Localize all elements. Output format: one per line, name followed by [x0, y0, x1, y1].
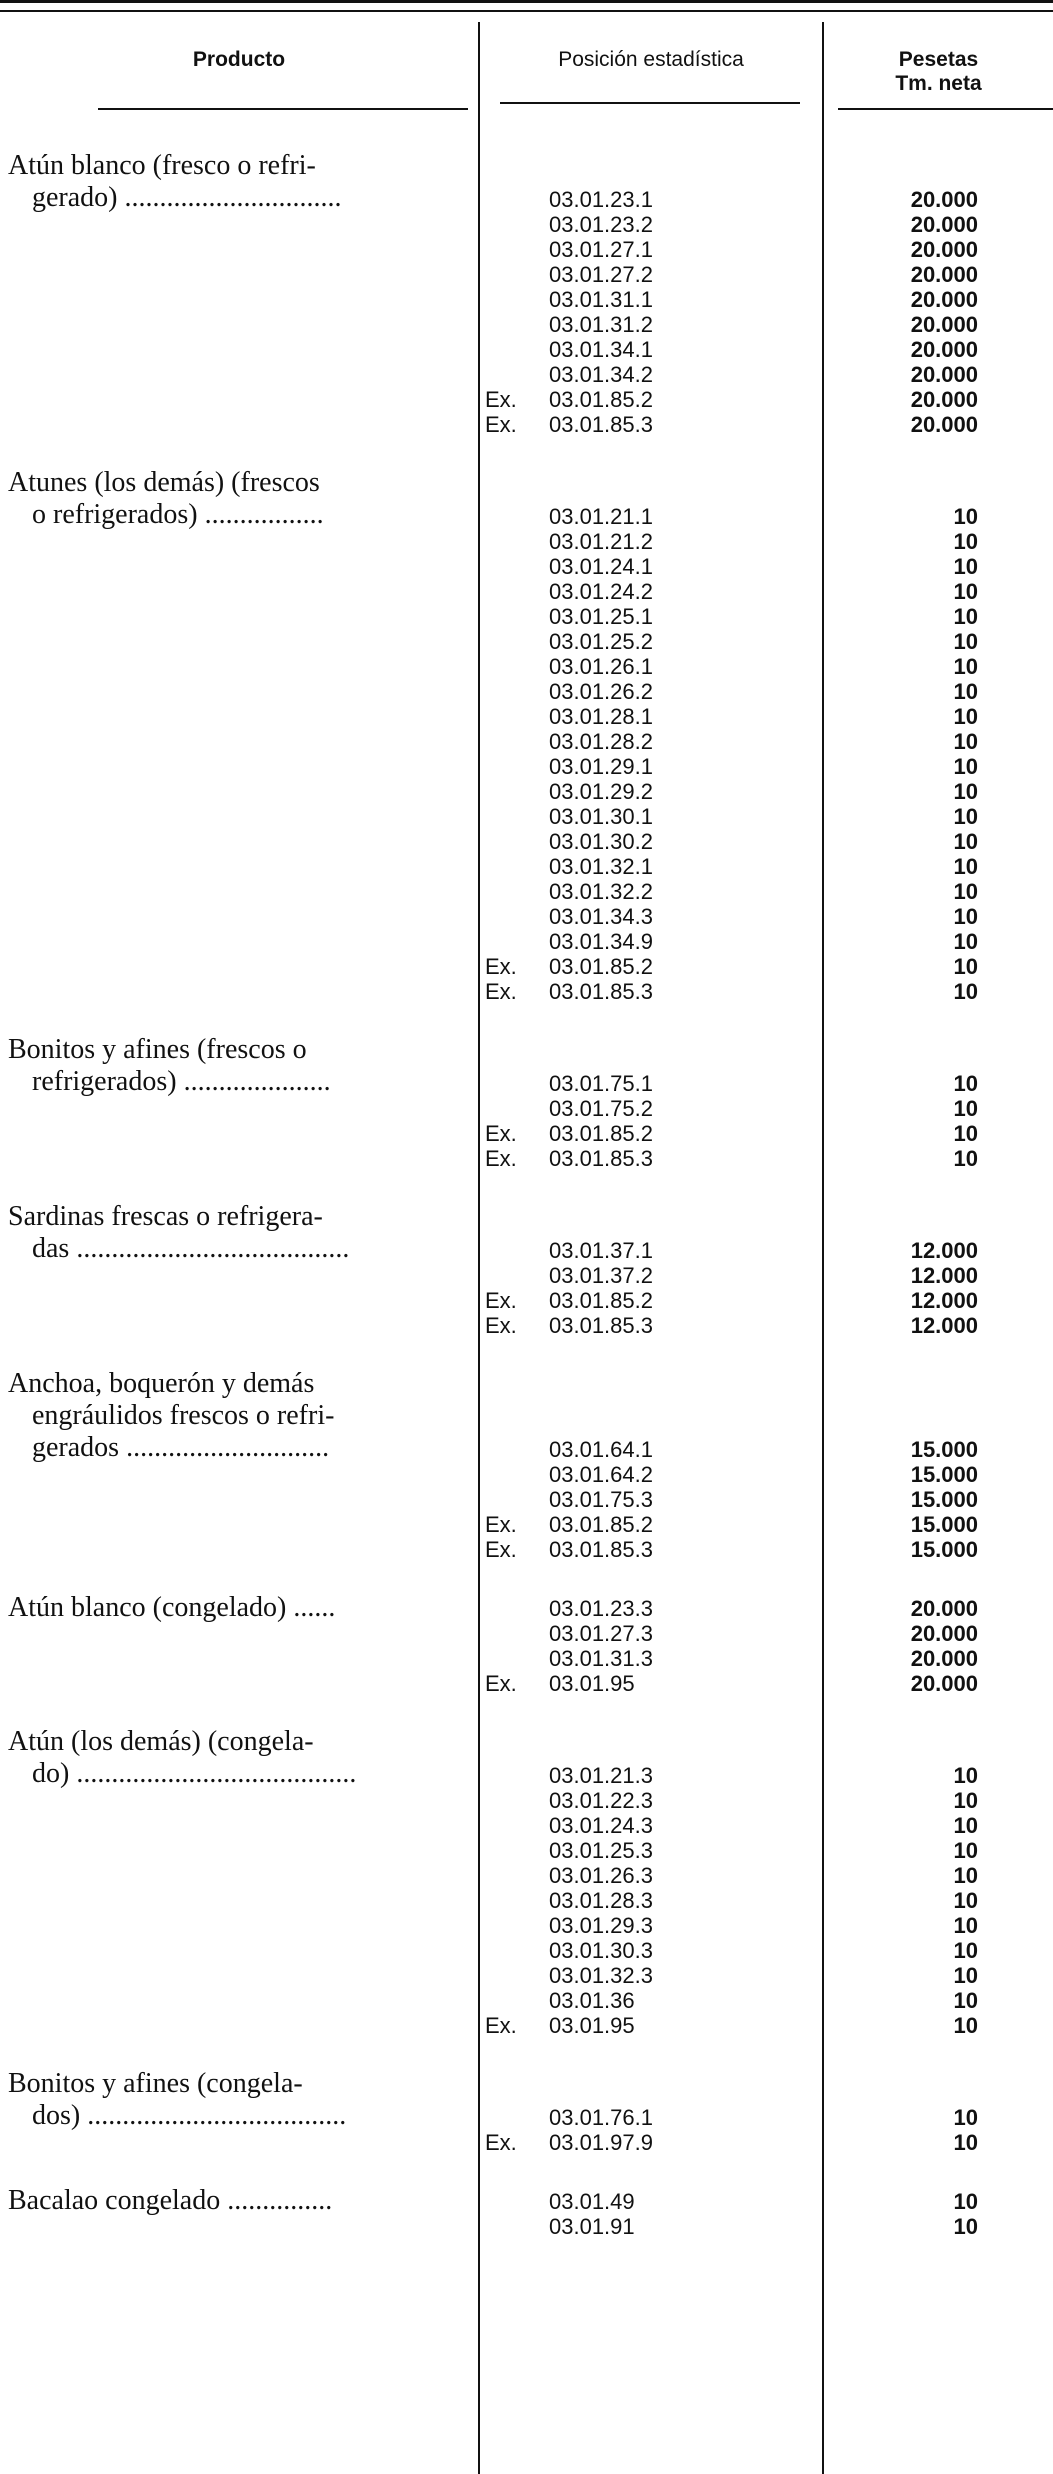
statistical-position [485, 2214, 815, 2239]
position-code: 03.01.95 [549, 1671, 635, 1696]
statistical-position [485, 579, 815, 604]
pesetas-value: 10 [953, 929, 978, 954]
ex-prefix: Ex. [485, 954, 517, 979]
position-code: 03.01.36 [549, 1988, 635, 2013]
position-code: 03.01.29.2 [549, 779, 653, 804]
statistical-position [485, 754, 815, 779]
product-name-line: o refrigerados) ................. [32, 499, 324, 530]
statistical-position [485, 287, 815, 312]
statistical-position [485, 1963, 815, 1988]
statistical-position [485, 387, 815, 412]
ex-prefix: Ex. [485, 1512, 517, 1537]
position-code: 03.01.85.2 [549, 1512, 653, 1537]
position-code: 03.01.31.3 [549, 1646, 653, 1671]
pesetas-value: 10 [953, 679, 978, 704]
pesetas-value: 20.000 [910, 212, 978, 237]
product-name-line: das ....................................... [32, 1233, 350, 1264]
ex-prefix: Ex. [485, 1537, 517, 1562]
position-code: 03.01.85.3 [549, 1146, 653, 1171]
position-code: 03.01.85.2 [549, 954, 653, 979]
statistical-position [485, 1646, 815, 1671]
pesetas-value: 15.000 [910, 1462, 978, 1487]
statistical-position [485, 1096, 815, 1121]
position-code: 03.01.25.1 [549, 604, 653, 629]
position-code: 03.01.85.3 [549, 412, 653, 437]
statistical-position [485, 337, 815, 362]
statistical-position [485, 1671, 815, 1696]
header-pesetas: Pesetas Tm. neta [895, 48, 982, 95]
position-code: 03.01.34.9 [549, 929, 653, 954]
header-underline-producto [98, 108, 468, 110]
statistical-position [485, 854, 815, 879]
product-name-line: Anchoa, boquerón y demás [8, 1368, 315, 1399]
position-code: 03.01.85.3 [549, 1313, 653, 1338]
position-code: 03.01.85.2 [549, 1288, 653, 1313]
pesetas-value: 20.000 [910, 312, 978, 337]
pesetas-value: 10 [953, 504, 978, 529]
statistical-position [485, 954, 815, 979]
position-code: 03.01.85.2 [549, 387, 653, 412]
statistical-position [485, 1146, 815, 1171]
product-name-line: gerados ............................. [32, 1432, 330, 1463]
position-code: 03.01.24.1 [549, 554, 653, 579]
position-code: 03.01.26.1 [549, 654, 653, 679]
position-code: 03.01.76.1 [549, 2105, 653, 2130]
position-code: 03.01.30.1 [549, 804, 653, 829]
pesetas-value: 20.000 [910, 412, 978, 437]
statistical-position [485, 604, 815, 629]
pesetas-value: 20.000 [910, 287, 978, 312]
product-name [8, 1201, 468, 1265]
top-rule-thin [0, 10, 1053, 12]
statistical-position [485, 979, 815, 1004]
ex-prefix: Ex. [485, 1146, 517, 1171]
pesetas-value: 10 [953, 1988, 978, 2013]
statistical-position [485, 1121, 815, 1146]
pesetas-value: 20.000 [910, 362, 978, 387]
statistical-position [485, 362, 815, 387]
position-code: 03.01.27.3 [549, 1621, 653, 1646]
header-underline-posicion [500, 102, 800, 104]
position-code: 03.01.25.3 [549, 1838, 653, 1863]
position-code: 03.01.28.2 [549, 729, 653, 754]
pesetas-value: 10 [953, 1913, 978, 1938]
position-code: 03.01.22.3 [549, 1788, 653, 1813]
statistical-position [485, 1863, 815, 1888]
position-code: 03.01.24.2 [549, 579, 653, 604]
statistical-position [485, 1621, 815, 1646]
pesetas-value: 20.000 [910, 237, 978, 262]
pesetas-value: 20.000 [910, 262, 978, 287]
header-posicion: Posición estadística [558, 48, 744, 71]
pesetas-value: 20.000 [910, 1621, 978, 1646]
product-name [8, 2185, 468, 2217]
position-code: 03.01.75.3 [549, 1487, 653, 1512]
statistical-position [485, 2013, 815, 2038]
ex-prefix: Ex. [485, 387, 517, 412]
column-divider-right [822, 22, 824, 2474]
pesetas-value: 10 [953, 729, 978, 754]
position-code: 03.01.32.3 [549, 1963, 653, 1988]
product-name-line: engráulidos frescos o refri- [32, 1400, 335, 1431]
pesetas-value: 10 [953, 979, 978, 1004]
statistical-position [485, 1537, 815, 1562]
position-code: 03.01.32.1 [549, 854, 653, 879]
position-code: 03.01.23.2 [549, 212, 653, 237]
statistical-position [485, 879, 815, 904]
product-name-line: Atún (los demás) (congela- [8, 1726, 314, 1757]
position-code: 03.01.23.1 [549, 187, 653, 212]
product-name [8, 1726, 468, 1790]
position-code: 03.01.85.3 [549, 1537, 653, 1562]
statistical-position [485, 1071, 815, 1096]
position-code: 03.01.75.2 [549, 1096, 653, 1121]
pesetas-value: 10 [953, 1146, 978, 1171]
pesetas-value: 10 [953, 754, 978, 779]
statistical-position [485, 729, 815, 754]
position-code: 03.01.21.2 [549, 529, 653, 554]
product-name-line: Bonitos y afines (congela- [8, 2068, 303, 2099]
statistical-position [485, 1238, 815, 1263]
pesetas-value: 10 [953, 1813, 978, 1838]
header-producto: Producto [192, 48, 286, 71]
position-code: 03.01.29.1 [549, 754, 653, 779]
pesetas-value: 10 [953, 629, 978, 654]
product-name [8, 150, 468, 214]
pesetas-value: 12.000 [910, 1288, 978, 1313]
statistical-position [485, 1938, 815, 1963]
statistical-position [485, 829, 815, 854]
position-code: 03.01.37.2 [549, 1263, 653, 1288]
pesetas-value: 15.000 [910, 1487, 978, 1512]
statistical-position [485, 1596, 815, 1621]
product-name-line: do) ........................................ [32, 1758, 357, 1789]
statistical-position [485, 1913, 815, 1938]
statistical-position [485, 1313, 815, 1338]
position-code: 03.01.30.2 [549, 829, 653, 854]
statistical-position [485, 1788, 815, 1813]
position-code: 03.01.29.3 [549, 1913, 653, 1938]
statistical-position [485, 1437, 815, 1462]
product-name-line: refrigerados) ..................... [32, 1066, 331, 1097]
statistical-position [485, 904, 815, 929]
pesetas-value: 15.000 [910, 1512, 978, 1537]
statistical-position [485, 1988, 815, 2013]
pesetas-value: 15.000 [910, 1537, 978, 1562]
product-name-line: Bonitos y afines (frescos o [8, 1034, 307, 1065]
pesetas-value: 12.000 [910, 1263, 978, 1288]
position-code: 03.01.30.3 [549, 1938, 653, 1963]
pesetas-value: 10 [953, 704, 978, 729]
pesetas-value: 10 [953, 1938, 978, 1963]
pesetas-value: 10 [953, 2130, 978, 2155]
pesetas-value: 10 [953, 2189, 978, 2214]
pesetas-value: 10 [953, 2105, 978, 2130]
statistical-position [485, 1512, 815, 1537]
position-code: 03.01.28.1 [549, 704, 653, 729]
product-name-line: Atún blanco (fresco o refri- [8, 150, 316, 181]
position-code: 03.01.27.2 [549, 262, 653, 287]
position-code: 03.01.24.3 [549, 1813, 653, 1838]
position-code: 03.01.97.9 [549, 2130, 653, 2155]
pesetas-value: 10 [953, 829, 978, 854]
ex-prefix: Ex. [485, 1121, 517, 1146]
pesetas-value: 20.000 [910, 1646, 978, 1671]
pesetas-value: 10 [953, 1863, 978, 1888]
statistical-position [485, 779, 815, 804]
product-name-line: gerado) ............................... [32, 182, 342, 213]
position-code: 03.01.64.1 [549, 1437, 653, 1462]
pesetas-value: 10 [953, 804, 978, 829]
product-name-line: Atunes (los demás) (frescos [8, 467, 320, 498]
statistical-position [485, 554, 815, 579]
statistical-position [485, 804, 815, 829]
pesetas-value: 10 [953, 779, 978, 804]
ex-prefix: Ex. [485, 1671, 517, 1696]
pesetas-value: 20.000 [910, 187, 978, 212]
statistical-position [485, 629, 815, 654]
product-name [8, 1368, 468, 1464]
statistical-position [485, 1763, 815, 1788]
product-name [8, 467, 468, 531]
pesetas-value: 10 [953, 654, 978, 679]
ex-prefix: Ex. [485, 1288, 517, 1313]
position-code: 03.01.28.3 [549, 1888, 653, 1913]
position-code: 03.01.64.2 [549, 1462, 653, 1487]
header-underline-pesetas [838, 108, 1053, 110]
pesetas-value: 20.000 [910, 387, 978, 412]
pesetas-value: 20.000 [910, 1596, 978, 1621]
product-name-line: Atún blanco (congelado) ...... [8, 1592, 336, 1623]
product-name-line: Bacalao congelado ............... [8, 2185, 333, 2216]
position-code: 03.01.34.1 [549, 337, 653, 362]
statistical-position [485, 1288, 815, 1313]
position-code: 03.01.27.1 [549, 237, 653, 262]
pesetas-value: 10 [953, 2013, 978, 2038]
pesetas-value: 10 [953, 904, 978, 929]
position-code: 03.01.31.1 [549, 287, 653, 312]
position-code: 03.01.25.2 [549, 629, 653, 654]
statistical-position [485, 2130, 815, 2155]
product-name-line: dos) ..................................... [32, 2100, 347, 2131]
ex-prefix: Ex. [485, 412, 517, 437]
pesetas-value: 10 [953, 554, 978, 579]
position-code: 03.01.49 [549, 2189, 635, 2214]
statistical-position [485, 929, 815, 954]
product-name-line: Sardinas frescas o refrigera- [8, 1201, 323, 1232]
pesetas-value: 10 [953, 529, 978, 554]
statistical-position [485, 1487, 815, 1512]
position-code: 03.01.95 [549, 2013, 635, 2038]
statistical-position [485, 529, 815, 554]
statistical-position [485, 679, 815, 704]
position-code: 03.01.85.2 [549, 1121, 653, 1146]
position-code: 03.01.26.3 [549, 1863, 653, 1888]
pesetas-value: 10 [953, 579, 978, 604]
position-code: 03.01.37.1 [549, 1238, 653, 1263]
statistical-position [485, 2105, 815, 2130]
pesetas-value: 20.000 [910, 337, 978, 362]
pesetas-value: 10 [953, 1763, 978, 1788]
statistical-position [485, 212, 815, 237]
pesetas-value: 10 [953, 854, 978, 879]
product-name [8, 1592, 468, 1624]
position-code: 03.01.26.2 [549, 679, 653, 704]
pesetas-value: 10 [953, 1838, 978, 1863]
position-code: 03.01.34.2 [549, 362, 653, 387]
statistical-position [485, 2189, 815, 2214]
statistical-position [485, 1838, 815, 1863]
pesetas-value: 10 [953, 1096, 978, 1121]
pesetas-value: 12.000 [910, 1313, 978, 1338]
position-code: 03.01.21.3 [549, 1763, 653, 1788]
ex-prefix: Ex. [485, 2130, 517, 2155]
pesetas-value: 10 [953, 1788, 978, 1813]
pesetas-value: 10 [953, 1963, 978, 1988]
statistical-position [485, 237, 815, 262]
pesetas-value: 12.000 [910, 1238, 978, 1263]
pesetas-value: 10 [953, 1071, 978, 1096]
ex-prefix: Ex. [485, 979, 517, 1004]
product-name [8, 1034, 468, 1098]
ex-prefix: Ex. [485, 1313, 517, 1338]
statistical-position [485, 654, 815, 679]
position-code: 03.01.32.2 [549, 879, 653, 904]
position-code: 03.01.75.1 [549, 1071, 653, 1096]
statistical-position [485, 1263, 815, 1288]
position-code: 03.01.21.1 [549, 504, 653, 529]
pesetas-value: 15.000 [910, 1437, 978, 1462]
pesetas-value: 10 [953, 1888, 978, 1913]
statistical-position [485, 262, 815, 287]
statistical-position [485, 187, 815, 212]
top-rule-thick [0, 0, 1053, 3]
ex-prefix: Ex. [485, 2013, 517, 2038]
pesetas-value: 10 [953, 2214, 978, 2239]
position-code: 03.01.85.3 [549, 979, 653, 1004]
statistical-position [485, 312, 815, 337]
pesetas-value: 10 [953, 604, 978, 629]
position-code: 03.01.23.3 [549, 1596, 653, 1621]
position-code: 03.01.34.3 [549, 904, 653, 929]
pesetas-value: 10 [953, 1121, 978, 1146]
statistical-position [485, 412, 815, 437]
position-code: 03.01.91 [549, 2214, 635, 2239]
statistical-position [485, 504, 815, 529]
statistical-position [485, 1462, 815, 1487]
column-divider-left [478, 22, 480, 2474]
position-code: 03.01.31.2 [549, 312, 653, 337]
product-name [8, 2068, 468, 2132]
pesetas-value: 10 [953, 879, 978, 904]
statistical-position [485, 1888, 815, 1913]
pesetas-value: 10 [953, 954, 978, 979]
pesetas-value: 20.000 [910, 1671, 978, 1696]
statistical-position [485, 704, 815, 729]
statistical-position [485, 1813, 815, 1838]
